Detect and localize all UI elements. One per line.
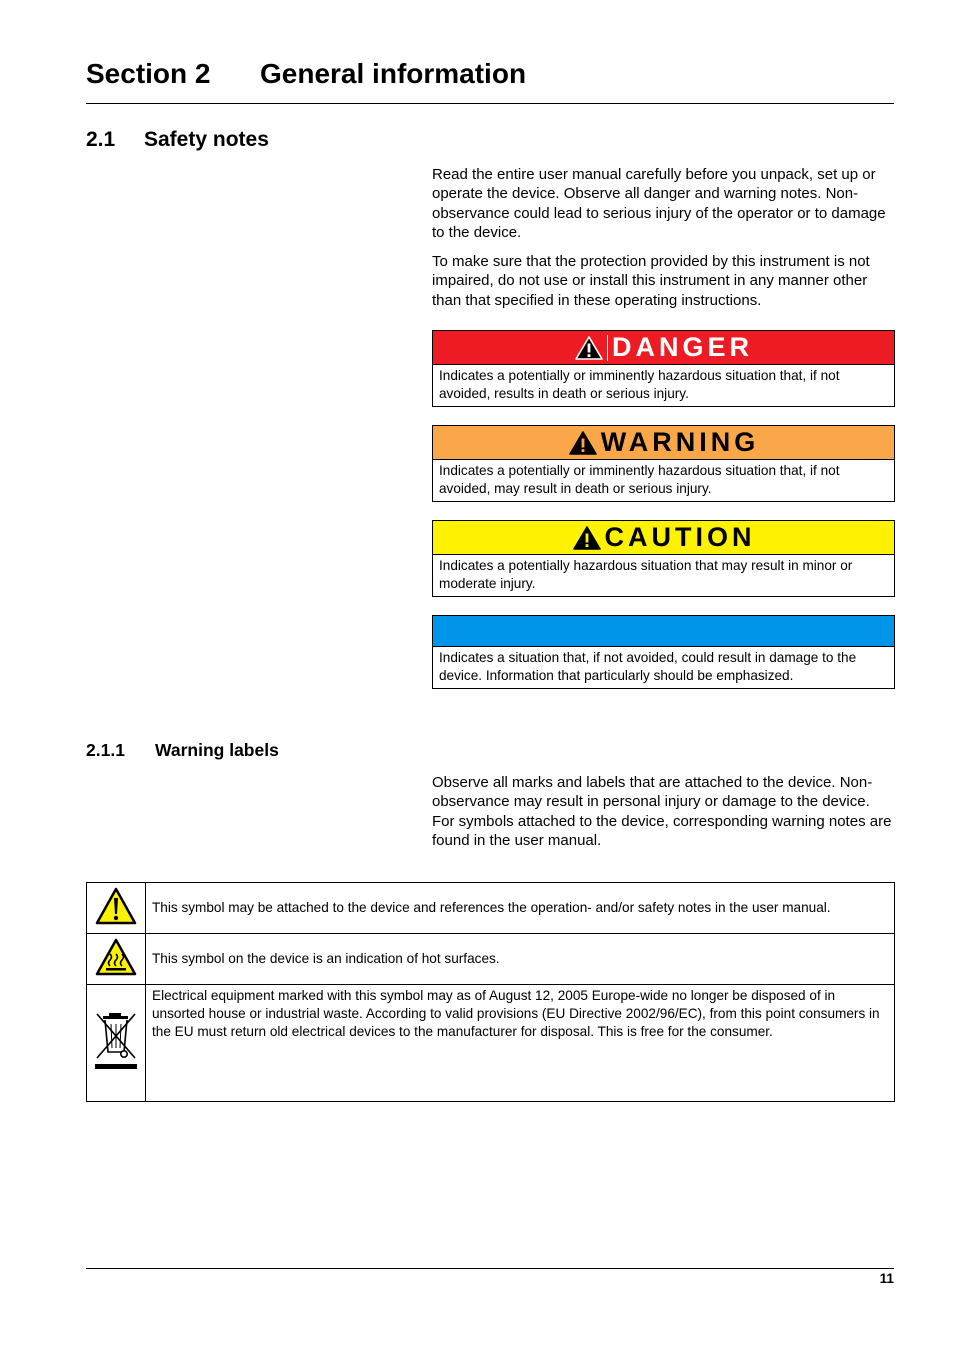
notice-text: Indicates a situation that, if not avoided, could result in damage to the device. Information that particularly should be emphasized. <box>439 650 857 683</box>
hot-surface-icon <box>94 937 138 977</box>
danger-header <box>433 331 894 365</box>
weee-crossed-bin-icon <box>93 1010 139 1072</box>
table-row <box>87 934 895 985</box>
warning-text: Indicates a potentially or imminently hazardous situation that, if not avoided, may result in death or serious injury. <box>439 463 840 496</box>
danger-text: Indicates a potentially or imminently hazardous situation that, if not avoided, results in death or serious injury. <box>439 368 840 401</box>
warning-box <box>432 425 895 502</box>
footer-rule <box>86 1268 894 1269</box>
warning-labels-heading <box>86 740 279 761</box>
section-heading <box>86 58 526 90</box>
notice-box <box>432 615 895 689</box>
page-number: 11 <box>879 1271 894 1286</box>
symbol-cell <box>87 883 146 934</box>
safety-notes-title: Safety notes <box>144 128 269 151</box>
safety-notes-heading <box>86 128 269 152</box>
symbol-description: This symbol may be attached to the device and references the operation- and/or safety notes in the user manual. <box>146 883 895 934</box>
warning-header <box>433 426 894 460</box>
safety-notes-number: 2.1 <box>86 128 116 151</box>
symbol-cell <box>87 985 146 1102</box>
warning-triangle-icon <box>574 335 604 361</box>
warning-triangle-icon <box>572 525 602 551</box>
danger-divider <box>607 335 608 361</box>
warning-labels-title: Warning labels <box>155 740 279 760</box>
safety-intro-paragraph: Read the entire user manual carefully before you unpack, set up or operate the device. Observe all danger and warning notes. Non-observance could lead to serious injury of the operator or to damage to the device. <box>432 166 886 241</box>
header-rule <box>86 103 894 104</box>
notice-header <box>433 616 894 647</box>
safety-protection-paragraph: To make sure that the protection provided by this instrument is not impaired, do not use or install this instrument in any manner other than that specified in these operating instructions. <box>432 253 870 309</box>
section-title: General information <box>260 58 527 89</box>
caution-label: CAUTION <box>604 522 756 552</box>
warning-labels-number: 2.1.1 <box>86 740 125 760</box>
symbol-cell <box>87 934 146 985</box>
warning-triangle-icon <box>568 430 598 456</box>
section-number: Section 2 <box>86 58 211 89</box>
warning-labels-table <box>86 882 895 1102</box>
table-row <box>87 985 895 1102</box>
exclamation-triangle-icon <box>94 886 138 926</box>
symbol-description: This symbol on the device is an indication of hot surfaces. <box>146 934 895 985</box>
symbol-description: Electrical equipment marked with this symbol may as of August 12, 2005 Europe-wide no longer be disposed of in unsorted house or industrial waste. According to valid provisions (EU Directive 2002/96/EC), from this point consumers in the EU must return old electrical devices to the manufacturer for disposal. This is free for the consumer. <box>146 985 895 1102</box>
table-row <box>87 883 895 934</box>
caution-header <box>433 521 894 555</box>
danger-label: DANGER <box>611 332 753 362</box>
caution-text: Indicates a potentially hazardous situation that may result in minor or moderate injury. <box>439 558 853 591</box>
warning-labels-paragraph: Observe all marks and labels that are attached to the device. Non-observance may result in personal injury or damage to the device. For symbols attached to the device, corresponding warning notes are found in the user manual. <box>432 774 892 849</box>
warning-label: WARNING <box>600 427 760 457</box>
danger-box <box>432 330 895 407</box>
caution-box <box>432 520 895 597</box>
